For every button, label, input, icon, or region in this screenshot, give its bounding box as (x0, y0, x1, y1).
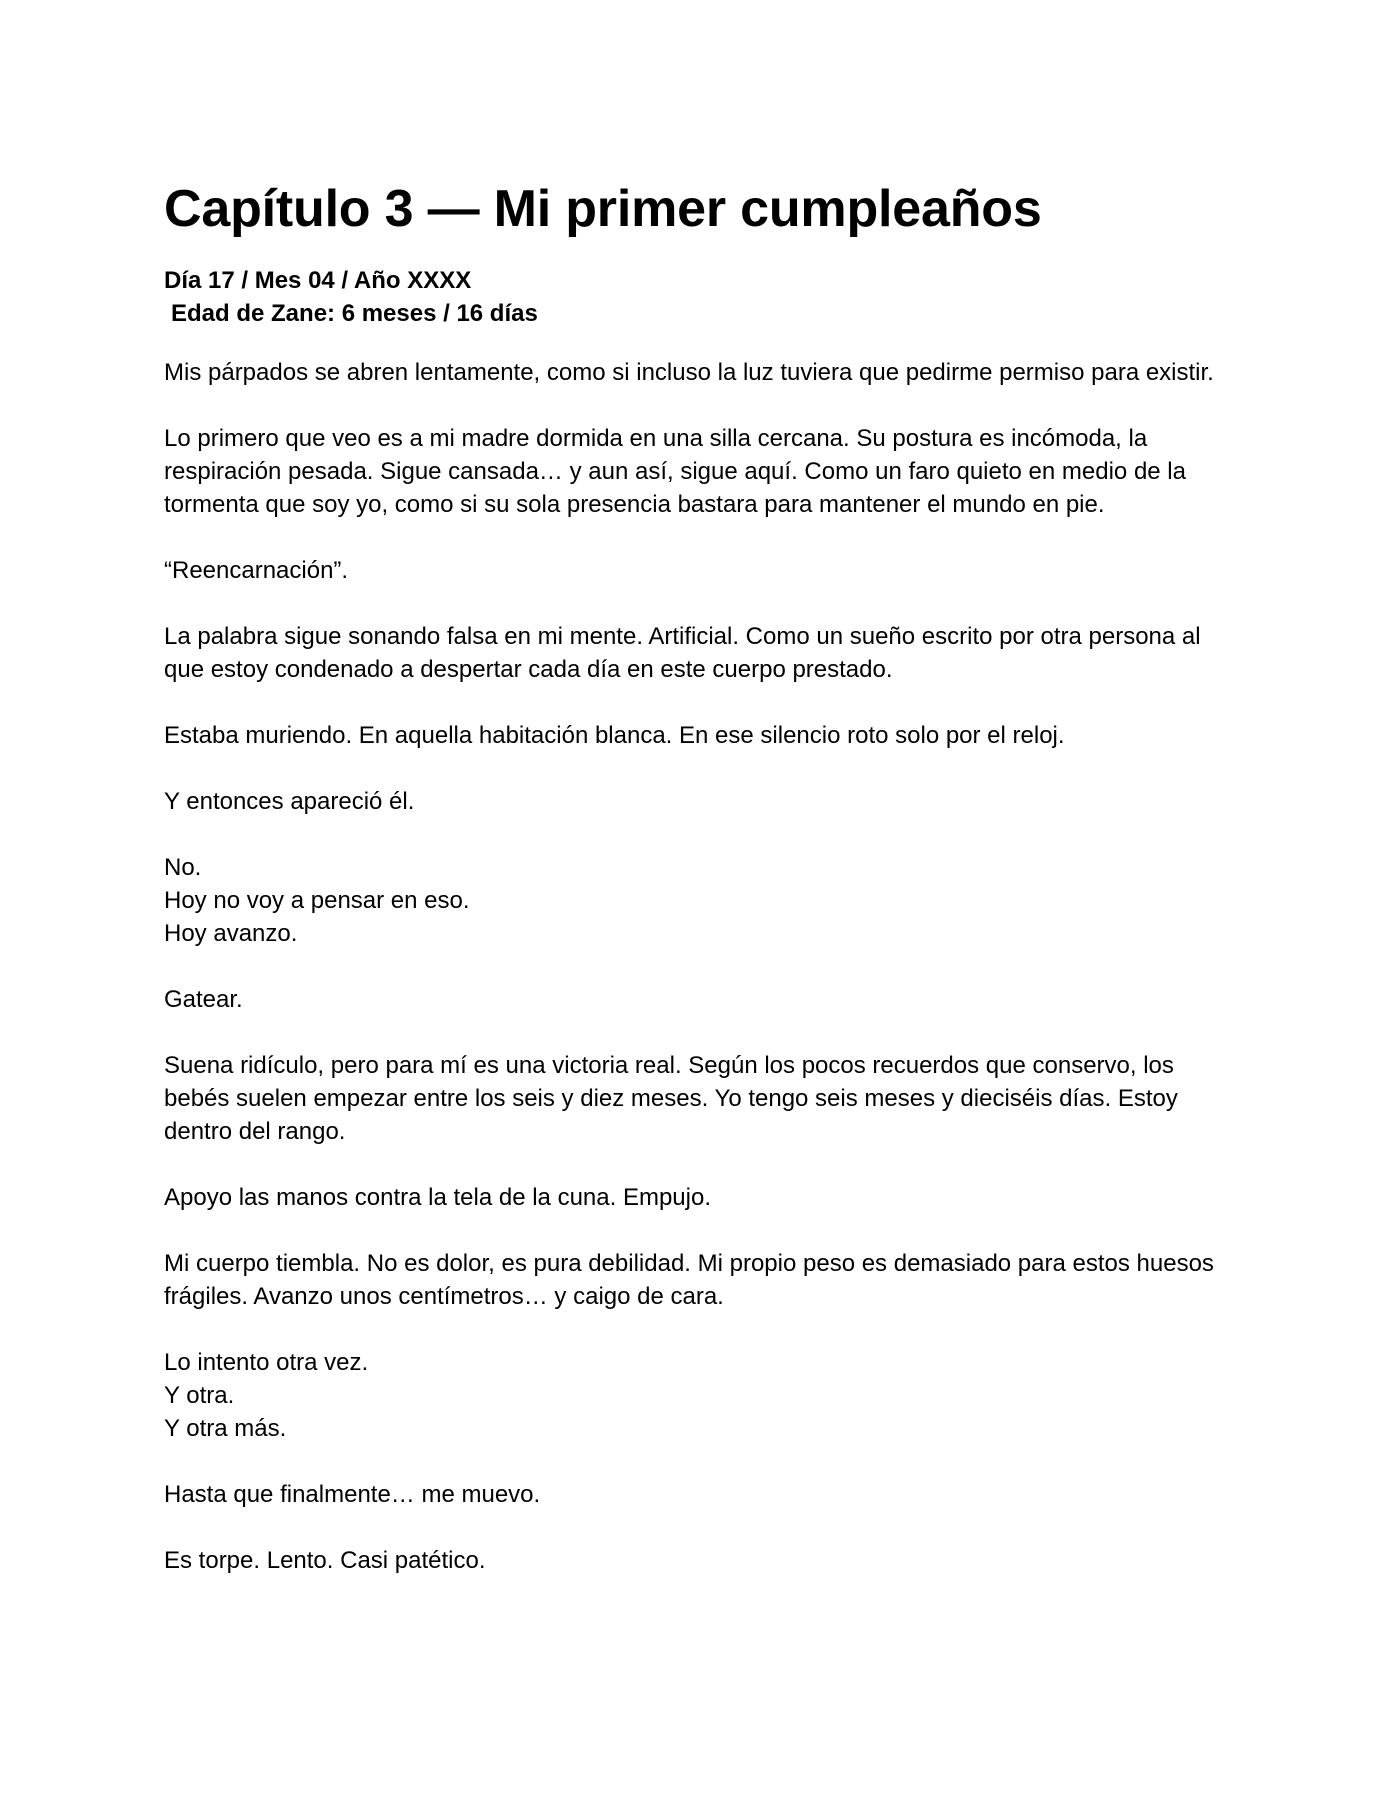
stanza-line: No. (164, 854, 202, 881)
paragraph: Es torpe. Lento. Casi patético. (164, 1547, 486, 1574)
chapter-title: Capítulo 3 — Mi primer cumpleaños (164, 180, 1042, 238)
paragraph: Y entonces apareció él. (164, 788, 415, 815)
paragraph: Suena ridículo, pero para mí es una victoria real. Según los pocos recuerdos que conservo, los bebés suelen empezar entre los seis y diez meses. Yo tengo seis meses y dieciséis días. Estoy dentro del rango. (164, 1052, 1178, 1145)
document-body (164, 178, 1244, 1610)
chapter-meta (164, 264, 1244, 330)
stanza-line: Hoy avanzo. (164, 920, 298, 947)
paragraph: Hasta que finalmente… me muevo. (164, 1481, 541, 1508)
stanza-line: Lo intento otra vez. (164, 1349, 369, 1376)
stanza-line: Hoy no voy a pensar en eso. (164, 887, 470, 914)
paragraph: Mi cuerpo tiembla. No es dolor, es pura debilidad. Mi propio peso es demasiado para estos huesos frágiles. Avanzo unos centímetros… y caigo de cara. (164, 1250, 1214, 1310)
paragraph: La palabra sigue sonando falsa en mi mente. Artificial. Como un sueño escrito por otra persona al que estoy condenado a despertar cada día en este cuerpo prestado. (164, 623, 1201, 683)
paragraph: “Reencarnación”. (164, 557, 349, 584)
paragraph: Gatear. (164, 986, 243, 1013)
paragraph: Lo primero que veo es a mi madre dormida en una silla cercana. Su postura es incómoda, la respiración pesada. Sigue cansada… y aun así, sigue aquí. Como un faro quieto en medio de la tormenta que soy yo, como si su sola presencia bastara para mantener el mundo en pie. (164, 425, 1186, 518)
character-age: Edad de Zane: 6 meses / 16 días (171, 300, 538, 327)
chapter-date: Día 17 / Mes 04 / Año XXXX (164, 267, 472, 294)
paragraph: Apoyo las manos contra la tela de la cuna. Empujo. (164, 1184, 711, 1211)
paragraph: Mis párpados se abren lentamente, como si incluso la luz tuviera que pedirme permiso para existir. (164, 359, 1214, 386)
stanza-line: Y otra más. (164, 1415, 287, 1442)
stanza (164, 851, 1244, 950)
stanza (164, 1346, 1244, 1445)
paragraph: Estaba muriendo. En aquella habitación blanca. En ese silencio roto solo por el reloj. (164, 722, 1065, 749)
stanza-line: Y otra. (164, 1382, 235, 1409)
